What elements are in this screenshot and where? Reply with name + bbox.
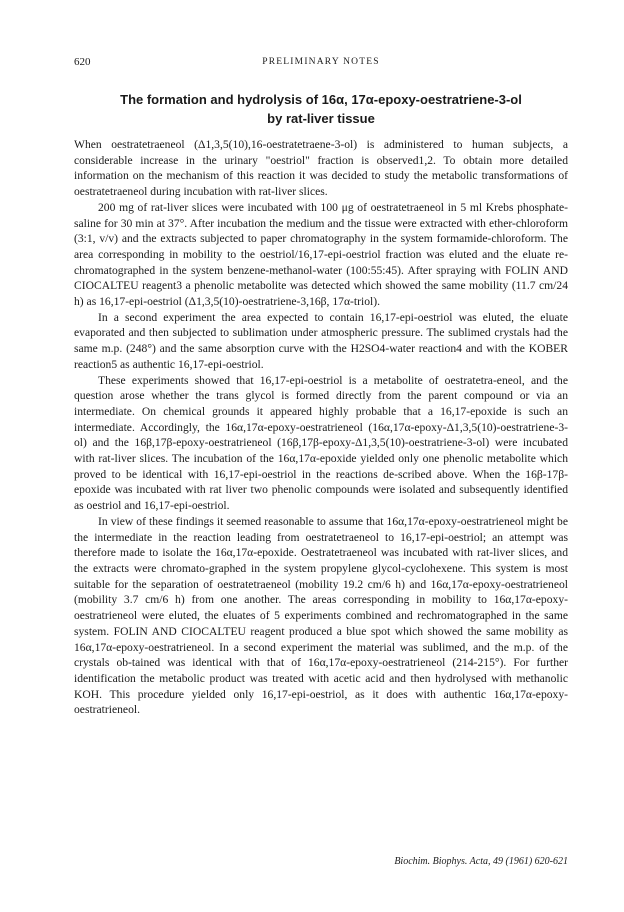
- page-number: 620: [74, 56, 91, 68]
- article-body: [74, 137, 568, 718]
- citation-footer: Biochim. Biophys. Acta, 49 (1961) 620-621: [394, 856, 568, 867]
- paragraph: In a second experiment the area expected to contain 16,17-epi-oestriol was eluted, the eluate evaporated and then subjected to sublimation under atmospheric pressure. The sublimed crystals had the same m.p. (248°) and the same absorption curve with the H2SO4-water reaction4 and with the KOBER reaction5 as authentic 16,17-epi-oestriol.: [74, 310, 568, 371]
- paragraph: 200 mg of rat-liver slices were incubated with 100 μg of oestratetraeneol in 5 ml Krebs phosphate-saline for 30 min at 37°. After incubation the medium and the tissue were extracted with ether-chloroform (3:1, v/v) and the extracts subjected to paper chromatography in the system formamide-chloroform. The area corresponding in mobility to the oestriol/16,17-epi-oestriol fraction was eluted and the eluate re-chromatographed in the system benzene-methanol-water (100:55:45). After spraying with FOLIN AND CIOCALTEU reagent3 a phenolic metabolite was detected which showed the same mobility (11.7 cm/24 h) as 16,17-epi-oestriol (Δ1,3,5(10)-oestratriene-3,16β, 17α-triol).: [74, 200, 568, 309]
- running-head: PRELIMINARY NOTES: [262, 57, 380, 67]
- article-title: [74, 90, 568, 128]
- title-line-1: The formation and hydrolysis of 16α, 17α-epoxy-oestratriene-3-ol: [120, 92, 522, 107]
- paragraph: These experiments showed that 16,17-epi-oestriol is a metabolite of oestratetra-eneol, and the question arose whether the trans glycol is formed directly from the parent compound or via an intermediate. On chemical grounds it appeared highly probable that a 16,17-epoxide is such an intermediate. Accordingly, the 16α,17α-epoxy-oestratrieneol (16α,17α-epoxy-Δ1,3,5(10)-oestratriene-3-ol) and the 16β,17β-epoxy-oestratrieneol (16β,17β-epoxy-Δ1,3,5(10)-oestratriene-3-ol) were incubated with rat-liver slices. The incubation of the 16α,17α-epoxide yielded only one phenolic metabolite which proved to be identical with 16,17-epi-oestriol in the reactions de-scribed above. When the 16β-17β-epoxide was incubated with rat liver two phenolic compounds were isolated and subsequently identified as oestriol and 16,17-epi-oestriol.: [74, 373, 568, 513]
- page-header: [74, 56, 568, 72]
- paragraph: When oestratetraeneol (Δ1,3,5(10),16-oestratetraene-3-ol) is administered to human subjects, a considerable increase in the urinary "oestriol" fraction is observed1,2. To obtain more detailed information on the mechanism of this reaction it was decided to study the metabolic transformations of oestratetraeneol during incubation with rat-liver slices.: [74, 138, 568, 199]
- title-line-2: by rat-liver tissue: [267, 111, 375, 126]
- paragraph: In view of these findings it seemed reasonable to assume that 16α,17α-epoxy-oestratrieneol might be the intermediate in the reaction leading from oestratetraeneol to 16,17-epi-oestriol; an attempt was therefore made to isolate the 16α,17α-epoxide. Oestratetraeneol was incubated with rat-liver slices, and the extracts were chromato-graphed in the system propylene glycol-cyclohexene. This system is most suitable for the separation of oestratetraeneol (mobility 19.2 cm/6 h) and 16α,17α-epoxy-oestratrieneol (mobility 3.7 cm/6 h) from one another. The areas corresponding in mobility to 16α,17α-epoxy-oestratrieneol were eluted, the eluates of 5 experiments combined and rechromatographed in the same system. FOLIN AND CIOCALTEU reagent produced a blue spot which showed the same mobility as 16α,17α-epoxy-oestratrieneol. In a second experiment the material was sublimed, and the m.p. of the crystals ob-tained was identical with that of 16α,17α-epoxy-oestratrieneol (214-215°). For further identification the metabolic product was treated with acetic acid and then hydrolysed with methanolic KOH. This procedure yielded only 16,17-epi-oestriol, as it does with authentic 16α,17α-epoxy-oestratrieneol.: [74, 514, 568, 717]
